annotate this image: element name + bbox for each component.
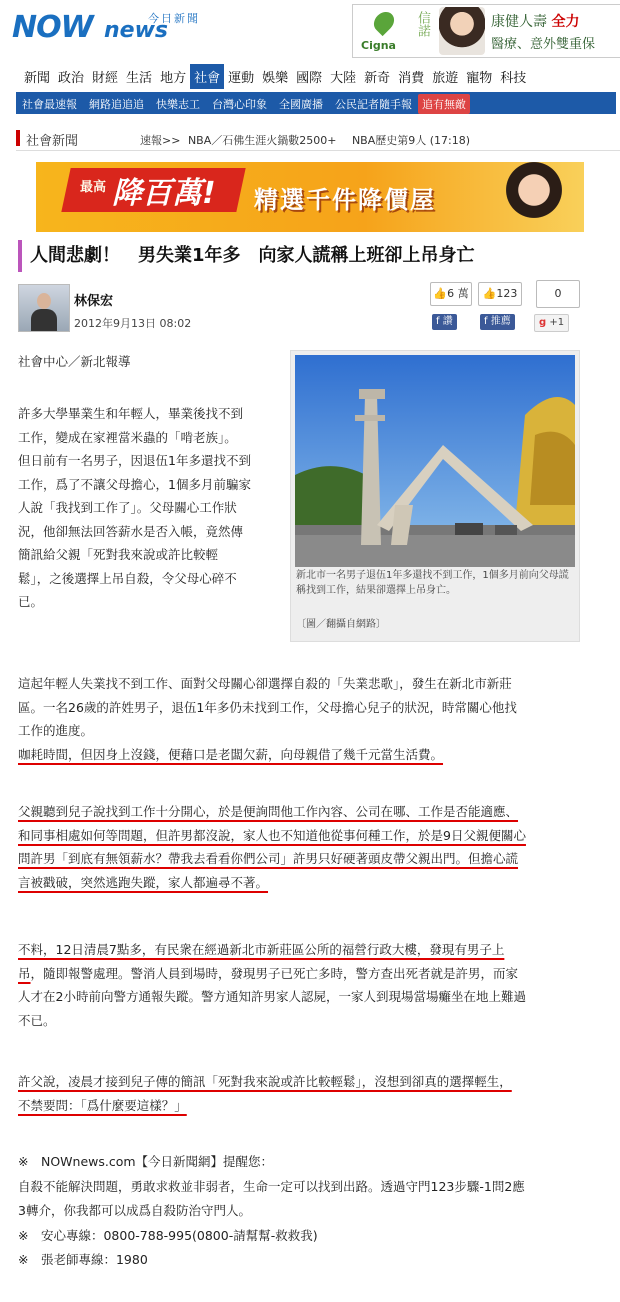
figure-caption: 新北市一名男子退伍1年多還找不到工作，1個多月前向父母謊稱找到工作，結果卻選擇上吊身亡。 [296,570,569,596]
nav-item[interactable]: 寵物 [466,71,493,86]
text-line: 父親聽到兒子說找到工作十分開心，於是便詢問他工作內容、公司在哪、工作是否能適應、 [18,804,519,819]
ad-slogan-line1: 康健人壽 全力 [491,14,580,30]
ad-slogan-line2: 醫療、意外雙重保 [491,37,596,52]
nav-item[interactable]: 國際 [296,71,323,86]
subnav-item[interactable]: 公民記者隨手報 [335,98,412,111]
avatar-body [31,309,57,331]
nav-item[interactable]: 地方 [160,71,187,86]
text-line: 人才在2小時前向警方通報失蹤。警方通知許男家人認屍，一家人到現場當場癱坐在地上難過 [18,989,526,1004]
footer-line: ※ 安心專線：0800-788-995(0800-請幫幫-救救我) [18,1227,318,1243]
nav-item[interactable]: 消費 [398,71,425,86]
push-count: 123 [496,287,518,300]
site-logo[interactable] [12,8,222,44]
text-line: 工作的進度。 [18,723,94,738]
highlight-text: 咖耗時間，但因身上沒錢，便藉口是老闆欠薪，向母親借了幾千元當生活費。 [18,746,444,762]
gplus-count-box: 0 [536,280,580,308]
highlight-text: 不禁要問：「爲什麼要這樣？」 [18,1097,187,1113]
subnav-item[interactable]: 快樂志工 [156,98,200,111]
article-title: 人間悲劇！ 男失業1年多 向家人謊稱上班卻上吊身亡 [30,245,475,266]
logo-news: news [104,18,169,43]
nav-item[interactable]: 旅遊 [432,71,459,86]
paragraph-2 [18,672,618,766]
nav-item[interactable]: 政治 [58,71,85,86]
ad-brand: Cigna [361,39,396,52]
ad-model-photo [439,7,485,55]
text-line [18,1094,618,1118]
text-line [18,743,618,767]
text-line: 工作，爲了不讓父母擔心，1個多月前騙家 [18,476,251,492]
nav-item[interactable]: 新聞 [24,71,51,86]
highlight-text: 不料，12日清晨7點多，有民衆在經過新北市新莊區公所的福營行政大樓，發現有男子上 [18,942,505,957]
footer-line: ※ NOWnews.com【今日新聞網】提醒您： [18,1154,274,1169]
text-line: 言被戳破，突然逃跑失蹤，家人都遍尋不著。 [18,874,269,890]
text-line: 但日前有一名男子，因退伍1年多還找不到 [18,453,251,468]
text-line: 這起年輕人失業找不到工作、面對父母關心卻選擇自殺的「失業悲歌」，發生在新北市新莊 [18,676,512,691]
section-title: 社會新聞 [26,134,79,149]
text-line: 況，他卻無法回答薪水是否入帳，竟然傳 [18,523,244,539]
gplus-button[interactable] [534,314,569,332]
fb-like-label: 讚 [442,316,453,327]
like-count-button[interactable] [430,282,472,306]
thumbs-up-icon: 👍 [482,287,497,300]
subnav-hot-item[interactable]: 追有無敵 [418,94,470,114]
author-avatar[interactable] [18,284,70,332]
logo-now: NOW [12,10,93,45]
breaking-ticker [140,132,470,148]
promo-big: 降百萬! [112,176,216,211]
text-line: 區。一名26歲的許姓男子，退伍1年多仍未找到工作，父母擔心兒子的狀況，時常關心他找 [18,699,517,715]
text-line: 工作，變成在家裡當米蟲的「啃老族」。 [18,429,237,445]
google-plus-icon: g [539,317,547,328]
figure-credit: 〔圖／翻攝自網路〕 [296,619,386,630]
nav-item[interactable]: 大陸 [330,71,357,86]
text-line: 問許男「到底有無領薪水？帶我去看看你們公司」許男只好硬著頭皮帶父親出門。但擔心謊 [18,851,519,866]
text-line: 許多大學畢業生和年輕人，畢業後找不到 [18,406,244,421]
text-fragment: ，隨即報警處理。警消人員到場時，發現男子已死亡多時，警方查出死者就是許男，而家 [30,965,519,981]
logo-tagline: 今日新聞 [148,12,200,25]
nav-item[interactable]: 科技 [500,71,527,86]
cigna-logo [361,9,407,53]
ad-brand-sub: 信諾 [415,11,430,37]
text-line: 人說「我找到工作了」。父母關心工作狀 [18,500,237,515]
avatar-head [37,293,51,309]
highlight-text: 吊 [18,965,31,981]
author-name[interactable]: 林保宏 [74,294,114,309]
footer-line: ※ 張老師專線：1980 [18,1252,148,1267]
promo-small: 最高 [80,180,107,195]
paragraph-1 [18,402,288,614]
text-line: 和同事相處如何等問題，但許男都沒說，家人也不知道他從事何種工作，於是9日父親便關心 [18,827,526,843]
gplus-label: +1 [549,317,565,328]
thumbs-up-icon: 👍 [433,287,448,300]
ticker-label: 速報>> [140,134,181,147]
promo-model-photo [498,162,570,232]
text-line: 簡訊給父親「死對我來說或許比較輕 [18,547,219,562]
promo-banner[interactable] [36,162,584,232]
text-line [18,938,618,962]
nav-item[interactable]: 運動 [228,71,255,86]
publish-date: 2012年9月13日 08:02 [74,317,192,330]
subnav-item[interactable]: 全國廣播 [279,98,323,111]
top-banner-ad[interactable] [352,4,620,58]
nav-item[interactable]: 社會 [190,64,224,89]
promo-text: 精選千件降價屋 [254,186,436,214]
fb-recommend-button[interactable] [480,314,515,330]
article-title-box [18,240,606,272]
ticker-item[interactable]: NBA歷史第9人 (17:18) [351,134,471,147]
subnav-item[interactable]: 台灣心印象 [212,98,267,111]
facebook-icon: f [436,316,440,327]
leaf-icon [370,8,398,36]
subnav-item[interactable]: 社會最速報 [22,98,77,111]
section-marker [16,130,20,146]
facebook-icon: f [484,316,488,327]
paragraph-3 [18,800,618,894]
subnav-item[interactable]: 網路追追追 [89,98,144,111]
fb-recommend-label: 推薦 [490,316,511,327]
ticker-item[interactable]: NBA／石佛生涯火鍋數2500+ [187,134,337,147]
article-footer [18,1150,618,1273]
nav-item[interactable]: 生活 [126,71,153,86]
nav-item[interactable]: 財經 [92,71,119,86]
text-line [18,1070,618,1094]
nav-item[interactable]: 娛樂 [262,71,289,86]
paragraph-5 [18,1070,618,1117]
footer-line: 自殺不能解決問題，勇敢求救並非弱者，生命一定可以找到出路。透過守門123步驟-1問2應 [18,1178,525,1194]
sub-nav [16,92,616,114]
fb-like-button[interactable] [432,314,457,330]
main-nav [20,64,620,88]
article-figure[interactable] [290,350,580,642]
dateline: 社會中心／新北報導 [18,354,131,369]
nav-item[interactable]: 新奇 [364,71,391,86]
highlight-text: 許父說，凌晨才接到兒子傳的簡訊「死對我來說或許比較輕鬆」，沒想到卻真的選擇輕生， [18,1074,512,1089]
paragraph-4 [18,938,618,1032]
footer-line: 3轉介，你我都可以成爲自殺防治守門人。 [18,1203,251,1218]
text-line: 已。 [18,594,44,609]
push-count-button[interactable] [478,282,522,306]
text-line: 鬆」，之後選擇上吊自殺，令父母心碎不 [18,570,237,586]
like-count: 6 萬 [447,287,469,300]
text-line [18,962,618,986]
text-line: 不已。 [18,1012,56,1028]
monument-photo [295,355,575,567]
